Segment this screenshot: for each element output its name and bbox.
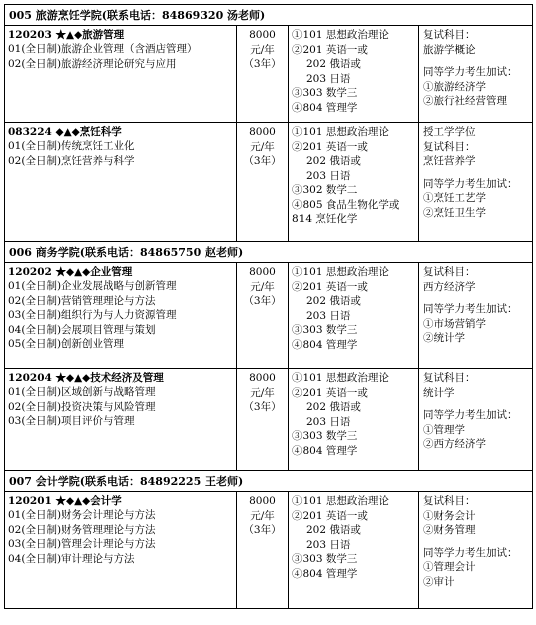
exam-item: ①101 思想政治理论 (292, 29, 389, 41)
note-item: ①旅游经济学 (423, 80, 486, 93)
exam-item: ③303 数学三 (292, 324, 358, 336)
fee-unit: 元/年 (250, 509, 275, 522)
exam-item: 203 日语 (306, 72, 351, 85)
notes-cell (419, 492, 533, 608)
direction-item: 04(全日制)会展项目管理与策划 (8, 323, 156, 336)
note-item: 复试科目： (423, 495, 476, 507)
department-header: 006 商务学院(联系电话：84865750 赵老师) (5, 242, 533, 263)
fee-amount: 8000 (249, 372, 276, 384)
note-item: ②旅行社经营管理 (423, 95, 507, 107)
major-directions-cell (5, 369, 237, 470)
note-item: ①烹饪工艺学 (423, 192, 486, 204)
exam-item: 203 日语 (306, 415, 351, 428)
exam-item: ④805 食品生物化学或 814 烹饪化学 (292, 198, 400, 225)
exam-item: ④804 管理学 (292, 444, 358, 457)
note-item: ②审计 (423, 575, 455, 588)
notes-cell (419, 263, 533, 368)
direction-item: 02(全日制)旅游经济理论研究与应用 (8, 57, 177, 70)
fee-amount: 8000 (249, 126, 276, 138)
direction-item: 01(全日制)财务会计理论与方法 (8, 509, 156, 521)
fee-amount: 8000 (249, 29, 276, 41)
notes-cell (419, 26, 533, 122)
exam-item: ④804 管理学 (292, 101, 358, 114)
enrollment-fee-cell (237, 492, 289, 608)
major-row (5, 123, 533, 242)
note-item: ①市场营销学 (423, 317, 486, 330)
study-length: （3年） (243, 295, 282, 307)
note-item: ②财务管理 (423, 524, 476, 536)
exam-item: 203 日语 (306, 169, 351, 182)
major-title: 120203 ★▲◆旅游管理 (8, 29, 125, 41)
direction-item: 01(全日制)传统烹饪工业化 (8, 140, 135, 152)
notes-cell (419, 123, 533, 241)
fee-unit: 元/年 (250, 140, 275, 153)
study-length: （3年） (243, 401, 282, 413)
exam-item: ③303 数学三 (292, 553, 358, 565)
note-item: 同等学力考生加试： (423, 409, 518, 421)
note-item: 同等学力考生加试： (423, 546, 518, 559)
note-item: 同等学力考生加试： (423, 66, 518, 78)
note-item: 烹饪营养学 (423, 155, 476, 167)
note-item: ①财务会计 (423, 509, 476, 522)
study-length: （3年） (243, 58, 282, 70)
direction-item: 02(全日制)烹饪营养与科学 (8, 154, 135, 167)
direction-item: 01(全日制)旅游企业管理（含酒店管理） (8, 43, 198, 55)
direction-item: 01(全日制)区域创新与战略管理 (8, 386, 156, 398)
department-header: 007 会计学院(联系电话：84892225 王老师) (5, 471, 533, 492)
note-item: 复试科目： (423, 29, 476, 41)
direction-item: 01(全日制)企业发展战略与创新管理 (8, 280, 177, 292)
fee-amount: 8000 (249, 495, 276, 507)
exam-item: ③302 数学二 (292, 184, 358, 196)
exam-item: 203 日语 (306, 538, 351, 551)
note-item: 同等学力考生加试： (423, 303, 518, 315)
enrollment-fee-cell (237, 123, 289, 241)
fee-amount: 8000 (249, 266, 276, 278)
note-item: 西方经济学 (423, 280, 476, 293)
exam-subjects-cell (289, 369, 419, 470)
exam-subjects-cell (289, 123, 419, 241)
direction-item: 02(全日制)财务管理理论与方法 (8, 523, 156, 536)
note-item: 同等学力考生加试： (423, 177, 518, 190)
note-item: ①管理会计 (423, 561, 476, 573)
exam-item: ④804 管理学 (292, 338, 358, 351)
admission-table (4, 4, 533, 609)
exam-item: ①101 思想政治理论 (292, 372, 389, 384)
exam-subjects-cell (289, 26, 419, 122)
exam-item: ②201 英语一或 (292, 43, 368, 56)
note-item: ②西方经济学 (423, 438, 486, 450)
exam-item: 202 俄语或 (306, 58, 361, 70)
enrollment-fee-cell (237, 263, 289, 368)
note-item: ①管理学 (423, 423, 465, 436)
direction-item: 03(全日制)管理会计理论与方法 (8, 538, 156, 550)
major-title: 120201 ★◆▲◆会计学 (8, 495, 122, 507)
major-row (5, 26, 533, 123)
major-directions-cell (5, 263, 237, 368)
note-item: ②烹饪卫生学 (423, 206, 486, 219)
note-item: ②统计学 (423, 332, 465, 344)
direction-item: 04(全日制)审计理论与方法 (8, 552, 135, 565)
note-item: 旅游学概论 (423, 43, 476, 56)
major-row (5, 263, 533, 369)
direction-item: 03(全日制)组织行为与人力资源管理 (8, 309, 177, 321)
exam-item: 203 日语 (306, 309, 351, 322)
note-item: 复试科目： (423, 140, 476, 153)
exam-item: ①101 思想政治理论 (292, 495, 389, 507)
exam-item: ④804 管理学 (292, 567, 358, 580)
exam-item: 202 俄语或 (306, 524, 361, 536)
major-row (5, 369, 533, 471)
exam-item: ①101 思想政治理论 (292, 266, 389, 278)
fee-unit: 元/年 (250, 280, 275, 293)
major-title: 120204 ★◆▲◆技术经济及管理 (8, 372, 164, 384)
major-directions-cell (5, 123, 237, 241)
enrollment-fee-cell (237, 369, 289, 470)
direction-item: 02(全日制)营销管理理论与方法 (8, 294, 156, 307)
direction-item: 05(全日制)创新创业管理 (8, 338, 125, 350)
note-item: 统计学 (423, 386, 455, 399)
major-directions-cell (5, 492, 237, 608)
note-item: 复试科目： (423, 266, 476, 278)
note-item: 复试科目： (423, 372, 476, 384)
study-length: （3年） (243, 524, 282, 536)
enrollment-fee-cell (237, 26, 289, 122)
major-title: 120202 ★◆▲◆企业管理 (8, 266, 133, 278)
department-header: 005 旅游烹饪学院(联系电话：84869320 汤老师) (5, 5, 533, 26)
exam-item: ②201 英语一或 (292, 386, 368, 399)
exam-item: 202 俄语或 (306, 401, 361, 413)
exam-item: ②201 英语一或 (292, 509, 368, 522)
notes-cell (419, 369, 533, 470)
exam-item: ③303 数学三 (292, 87, 358, 99)
major-title: 083224 ◆▲◆烹饪科学 (8, 126, 122, 138)
exam-item: ①101 思想政治理论 (292, 126, 389, 138)
note-item: 授工学学位 (423, 126, 476, 138)
exam-subjects-cell (289, 492, 419, 608)
exam-item: ③303 数学三 (292, 430, 358, 442)
exam-item: 202 俄语或 (306, 155, 361, 167)
major-row (5, 492, 533, 609)
fee-unit: 元/年 (250, 386, 275, 399)
direction-item: 03(全日制)项目评价与管理 (8, 415, 135, 427)
study-length: （3年） (243, 155, 282, 167)
major-directions-cell (5, 26, 237, 122)
exam-item: ②201 英语一或 (292, 140, 368, 153)
exam-item: ②201 英语一或 (292, 280, 368, 293)
direction-item: 02(全日制)投资决策与风险管理 (8, 400, 156, 413)
fee-unit: 元/年 (250, 43, 275, 56)
exam-item: 202 俄语或 (306, 295, 361, 307)
exam-subjects-cell (289, 263, 419, 368)
